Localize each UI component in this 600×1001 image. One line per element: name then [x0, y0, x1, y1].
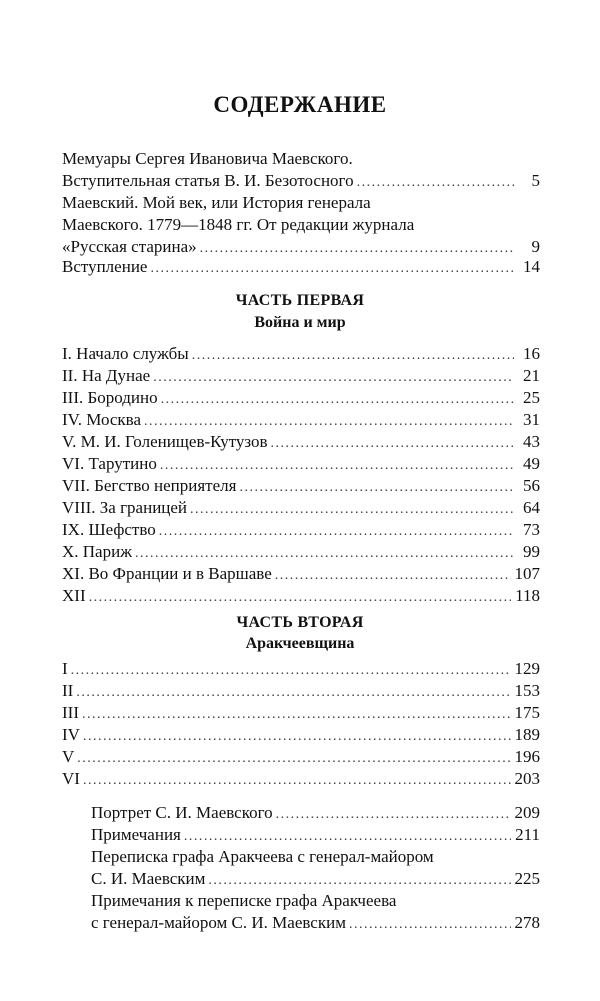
- toc-entry-part1-ch4[interactable]: [62, 409, 540, 431]
- dot-leader: [349, 914, 511, 936]
- dot-leader: [144, 411, 514, 433]
- toc-page-number: 21: [523, 366, 540, 385]
- dot-leader: [153, 367, 514, 389]
- toc-page-number: 9: [531, 237, 540, 256]
- toc-page-number: 49: [523, 454, 540, 473]
- part1-subtitle: Война и мир: [254, 314, 346, 331]
- toc-entry-text: III. Бородино: [62, 388, 158, 407]
- toc-page-number: 129: [514, 659, 540, 678]
- dot-leader: [77, 748, 510, 770]
- dot-leader: [83, 770, 511, 792]
- toc-entry-correspondence[interactable]: [91, 868, 540, 890]
- toc-page-number: 209: [514, 803, 540, 822]
- dot-leader: [239, 477, 514, 499]
- part1-heading: ЧАСТЬ ПЕРВАЯ: [235, 292, 365, 309]
- toc-page-number: 225: [514, 869, 540, 888]
- dot-leader: [160, 455, 514, 477]
- page-title: СОДЕРЖАНИЕ: [213, 92, 387, 117]
- toc-entry-text: Вступление: [62, 257, 148, 276]
- toc-entry-text: VI: [62, 769, 80, 788]
- toc-entry-part2-ch3[interactable]: [62, 702, 540, 724]
- toc-entry-part1-ch5[interactable]: [62, 431, 540, 453]
- toc-entry-text: Портрет С. И. Маевского: [91, 803, 273, 822]
- toc-entry-text: X. Париж: [62, 542, 132, 561]
- toc-page-number: 211: [515, 825, 540, 844]
- toc-page-number: 278: [514, 913, 540, 932]
- toc-page-number: 56: [523, 476, 540, 495]
- toc-entry-text: VII. Бегство неприятеля: [62, 476, 237, 495]
- toc-entry-text: V. М. И. Голенищев-Кутузов: [62, 432, 268, 451]
- dot-leader: [159, 521, 514, 543]
- toc-page-number: 31: [523, 410, 540, 429]
- toc-page-number: 14: [523, 257, 540, 276]
- toc-entry-editorial[interactable]: [62, 236, 540, 258]
- toc-entry-notes[interactable]: [91, 824, 540, 846]
- toc-entry-part1-ch10[interactable]: [62, 541, 540, 563]
- toc-entry-part1-ch2[interactable]: [62, 365, 540, 387]
- toc-entry-part1-ch3[interactable]: [62, 387, 540, 409]
- toc-page-number: 189: [514, 725, 540, 744]
- toc-page-number: 107: [514, 564, 540, 583]
- toc-page-number: 43: [523, 432, 540, 451]
- toc-entry-text: С. И. Маевским: [91, 869, 206, 888]
- toc-entry-text: IX. Шефство: [62, 520, 156, 539]
- toc-entry-memoir[interactable]: [62, 170, 540, 192]
- toc-entry-part1-ch9[interactable]: [62, 519, 540, 541]
- toc-entry-correspondence-notes[interactable]: [91, 912, 540, 934]
- toc-entry-part2-ch1[interactable]: [62, 658, 540, 680]
- dot-leader: [208, 870, 510, 892]
- toc-entry-text: Мемуары Сергея Ивановича Маевского.: [62, 149, 353, 168]
- toc-entry-text: I: [62, 659, 68, 678]
- dot-leader: [83, 726, 511, 748]
- toc-entry-part1-ch11[interactable]: [62, 563, 540, 585]
- toc-entry-part1-ch1[interactable]: [62, 343, 540, 365]
- toc-entry-part2-ch5[interactable]: [62, 746, 540, 768]
- toc-entry-text: II: [62, 681, 74, 700]
- toc-entry-editorial-line1: [62, 192, 540, 214]
- toc-entry-text: Вступительная статья В. И. Безотосного: [62, 171, 354, 190]
- toc-entry-portrait[interactable]: [91, 802, 540, 824]
- dot-leader: [275, 565, 511, 587]
- toc-entry-text: XII: [62, 586, 86, 605]
- toc-page-number: 64: [523, 498, 540, 517]
- toc-entry-part1-ch6[interactable]: [62, 453, 540, 475]
- toc-entry-text: II. На Дунае: [62, 366, 151, 385]
- toc-entry-text: XI. Во Франции и в Варшаве: [62, 564, 272, 583]
- dot-leader: [150, 258, 514, 280]
- toc-entry-text: Примечания к переписке графа Аракчеева: [91, 891, 397, 910]
- toc-entry-text: VIII. За границей: [62, 498, 188, 517]
- toc-page-number: 153: [514, 681, 540, 700]
- dot-leader: [135, 543, 514, 565]
- toc-entry-text: III: [62, 703, 79, 722]
- toc-entry-part2-ch2[interactable]: [62, 680, 540, 702]
- toc-entry-memoir-line1: [62, 148, 540, 170]
- toc-page-number: 5: [531, 171, 540, 190]
- toc-entry-editorial-line2: [62, 214, 540, 236]
- dot-leader: [192, 345, 514, 367]
- toc-page-number: 196: [514, 747, 540, 766]
- part2-subtitle: Аракчеевщина: [245, 635, 355, 652]
- toc-entry-part1-ch7[interactable]: [62, 475, 540, 497]
- toc-entry-text: «Русская старина»: [62, 237, 197, 256]
- dot-leader: [271, 433, 514, 455]
- toc-entry-text: Маевский. Мой век, или История генерала: [62, 193, 371, 212]
- toc-entry-correspondence-line1: [91, 846, 540, 868]
- toc-entry-text: Переписка графа Аракчеева с генерал-майором: [91, 847, 434, 866]
- dot-leader: [89, 587, 512, 609]
- dot-leader: [161, 389, 514, 411]
- toc-entry-part2-ch4[interactable]: [62, 724, 540, 746]
- toc-page-number: 175: [514, 703, 540, 722]
- toc-entry-text: VI. Тарутино: [62, 454, 157, 473]
- dot-leader: [190, 499, 514, 521]
- toc-page-number: 118: [515, 586, 540, 605]
- toc-entry-text: IV. Москва: [62, 410, 142, 429]
- toc-entry-part2-ch6[interactable]: [62, 768, 540, 790]
- dot-leader: [184, 826, 511, 848]
- part2-heading: ЧАСТЬ ВТОРАЯ: [236, 614, 364, 631]
- toc-page-number: 73: [523, 520, 540, 539]
- dot-leader: [76, 682, 510, 704]
- dot-leader: [276, 804, 511, 826]
- dot-leader: [71, 660, 511, 682]
- toc-page-number: 203: [514, 769, 540, 788]
- toc-entry-correspondence-notes-line1: [91, 890, 540, 912]
- toc-entry-part1-ch12[interactable]: [62, 585, 540, 607]
- toc-entry-text: Примечания: [91, 825, 181, 844]
- toc-entry-part1-ch8[interactable]: [62, 497, 540, 519]
- toc-entry-text: V: [62, 747, 75, 766]
- toc-entry-text: с генерал-майором С. И. Маевским: [91, 913, 346, 932]
- toc-page-number: 99: [523, 542, 540, 561]
- toc-page-number: 16: [523, 344, 540, 363]
- toc-page-number: 25: [523, 388, 540, 407]
- toc-entry-text: IV: [62, 725, 80, 744]
- toc-entry-text: Маевского. 1779—1848 гг. От редакции журнала: [62, 215, 415, 234]
- dot-leader: [357, 172, 514, 194]
- toc-entry-text: I. Начало службы: [62, 344, 189, 363]
- dot-leader: [82, 704, 511, 726]
- toc-entry-introduction[interactable]: [62, 256, 540, 278]
